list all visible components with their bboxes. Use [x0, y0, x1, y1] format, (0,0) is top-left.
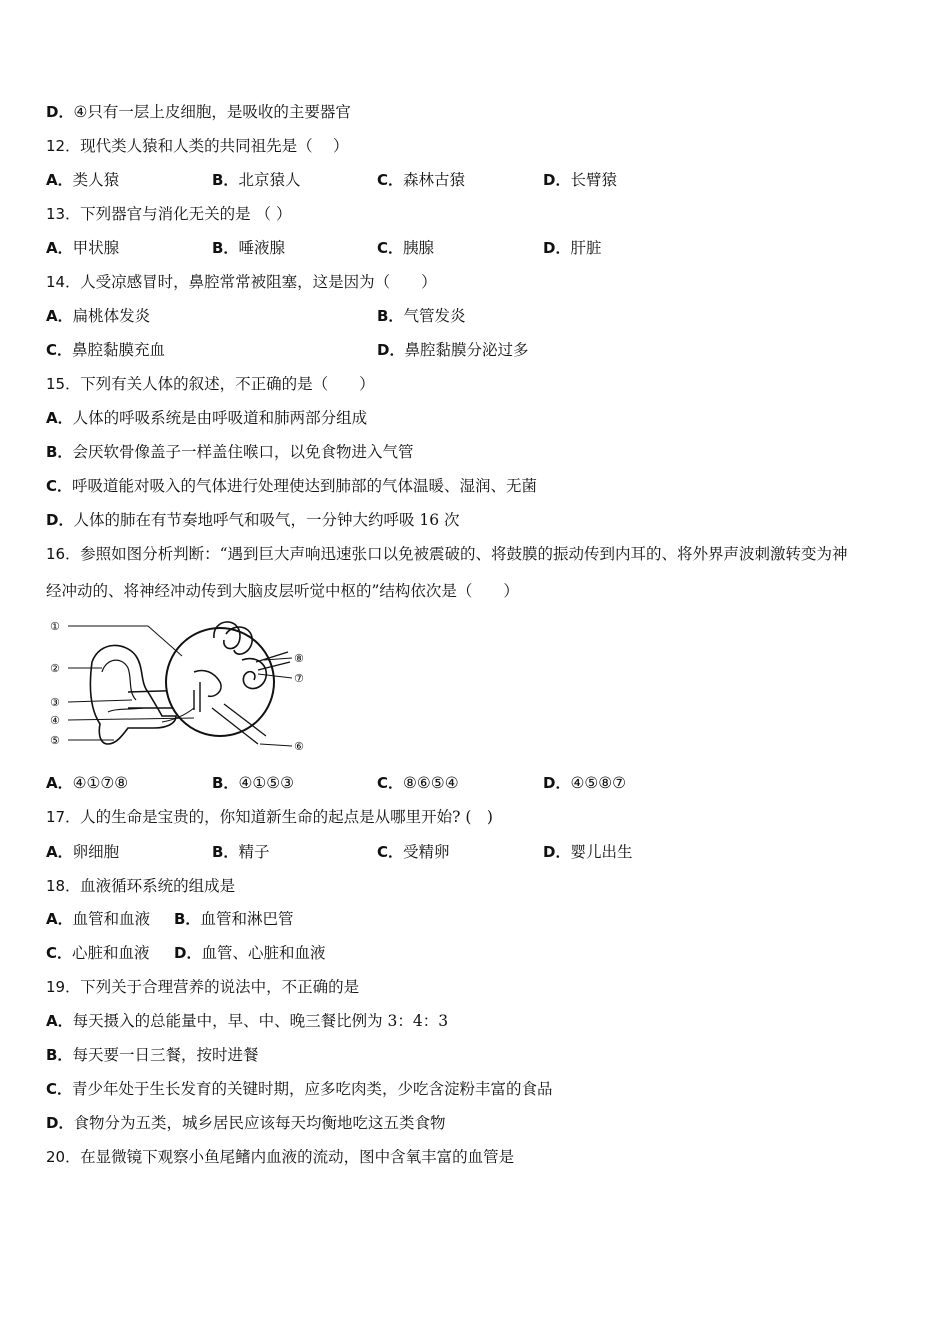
q13-option-a: A．甲状腺 [46, 239, 120, 257]
q15-option-d: D．人体的肺在有节奏地呼气和吸气，一分钟大约呼吸 16 次 [46, 511, 460, 529]
q13-option-b: B．唾液腺 [212, 239, 285, 257]
q17-option-d: D．婴儿出生 [543, 843, 633, 861]
q16-option-c: C．⑧⑥⑤④ [377, 774, 459, 792]
fig-label-5: ⑤ [50, 734, 60, 747]
q12-option-d: D．长臂猿 [543, 171, 617, 189]
q19-option-a: A．每天摄入的总能量中，早、中、晚三餐比例为 3：4：3 [46, 1012, 449, 1030]
q16-stem-line2: 经冲动的、将神经冲动传到大脑皮层听觉中枢的”结构依次是（ ） [46, 582, 519, 600]
q15-option-a: A．人体的呼吸系统是由呼吸道和肺两部分组成 [46, 409, 368, 427]
q14-option-d: D．鼻腔黏膜分泌过多 [377, 341, 529, 359]
q18-option-b: B．血管和淋巴管 [174, 910, 294, 928]
q17-option-a: A．卵细胞 [46, 843, 120, 861]
q16-option-d: D．④⑤⑧⑦ [543, 774, 627, 792]
q19-option-b: B．每天要一日三餐，按时进餐 [46, 1046, 259, 1064]
q18-option-c: C．心脏和血液 [46, 944, 150, 962]
q18-stem: 18．血液循环系统的组成是 [46, 877, 236, 895]
q19-option-d: D．食物分为五类，城乡居民应该每天均衡地吃这五类食物 [46, 1114, 446, 1132]
q18-option-d: D．血管、心脏和血液 [174, 944, 326, 962]
fig-label-4: ④ [50, 714, 60, 727]
q16-stem-line1: 16．参照如图分析判断：“遇到巨大声响迅速张口以免被震破的、将鼓膜的振动传到内耳的、将外界声波刺激转变为神 [46, 545, 848, 563]
fig-label-6: ⑥ [294, 740, 304, 753]
q18-option-a: A．血管和血液 [46, 910, 151, 928]
q14-stem: 14．人受凉感冒时，鼻腔常常被阻塞，这是因为（ ） [46, 273, 437, 291]
q19-stem: 19．下列关于合理营养的说法中，不正确的是 [46, 978, 360, 996]
q15-stem: 15．下列有关人体的叙述，不正确的是（ ） [46, 375, 375, 393]
q12-option-a: A．类人猿 [46, 171, 120, 189]
q13-stem: 13．下列器官与消化无关的是 （ ） [46, 205, 292, 223]
q14-option-b: B．气管发炎 [377, 307, 466, 325]
q11-option-d: D．④只有一层上皮细胞，是吸收的主要器官 [46, 103, 351, 121]
fig-label-8: ⑧ [294, 652, 304, 665]
q17-option-b: B．精子 [212, 843, 270, 861]
q13-option-d: D．肝脏 [543, 239, 602, 257]
q19-option-c: C．青少年处于生长发育的关键时期，应多吃肉类，少吃含淀粉丰富的食品 [46, 1080, 553, 1098]
q15-option-b: B．会厌软骨像盖子一样盖住喉口，以免食物进入气管 [46, 443, 414, 461]
q17-option-c: C．受精卵 [377, 843, 450, 861]
q17-stem: 17．人的生命是宝贵的，你知道新生命的起点是从哪里开始? ( ) [46, 808, 493, 826]
q15-option-c: C．呼吸道能对吸入的气体进行处理使达到肺部的气体温暖、湿润、无菌 [46, 477, 538, 495]
fig-label-3: ③ [50, 696, 60, 709]
fig-label-2: ② [50, 662, 60, 675]
q16-option-b: B．④①⑤③ [212, 774, 295, 792]
fig-label-1: ① [50, 620, 60, 633]
q12-option-c: C．森林古猿 [377, 171, 466, 189]
ear-structure-figure [44, 612, 316, 758]
q16-option-a: A．④①⑦⑧ [46, 774, 129, 792]
q13-option-c: C．胰腺 [377, 239, 435, 257]
q12-stem: 12．现代类人猿和人类的共同祖先是（ ） [46, 137, 349, 155]
q20-stem: 20．在显微镜下观察小鱼尾鳍内血液的流动，图中含氧丰富的血管是 [46, 1148, 515, 1166]
q12-option-b: B．北京猿人 [212, 171, 301, 189]
fig-label-7: ⑦ [294, 672, 304, 685]
q14-option-a: A．扁桃体发炎 [46, 307, 151, 325]
q14-option-c: C．鼻腔黏膜充血 [46, 341, 166, 359]
